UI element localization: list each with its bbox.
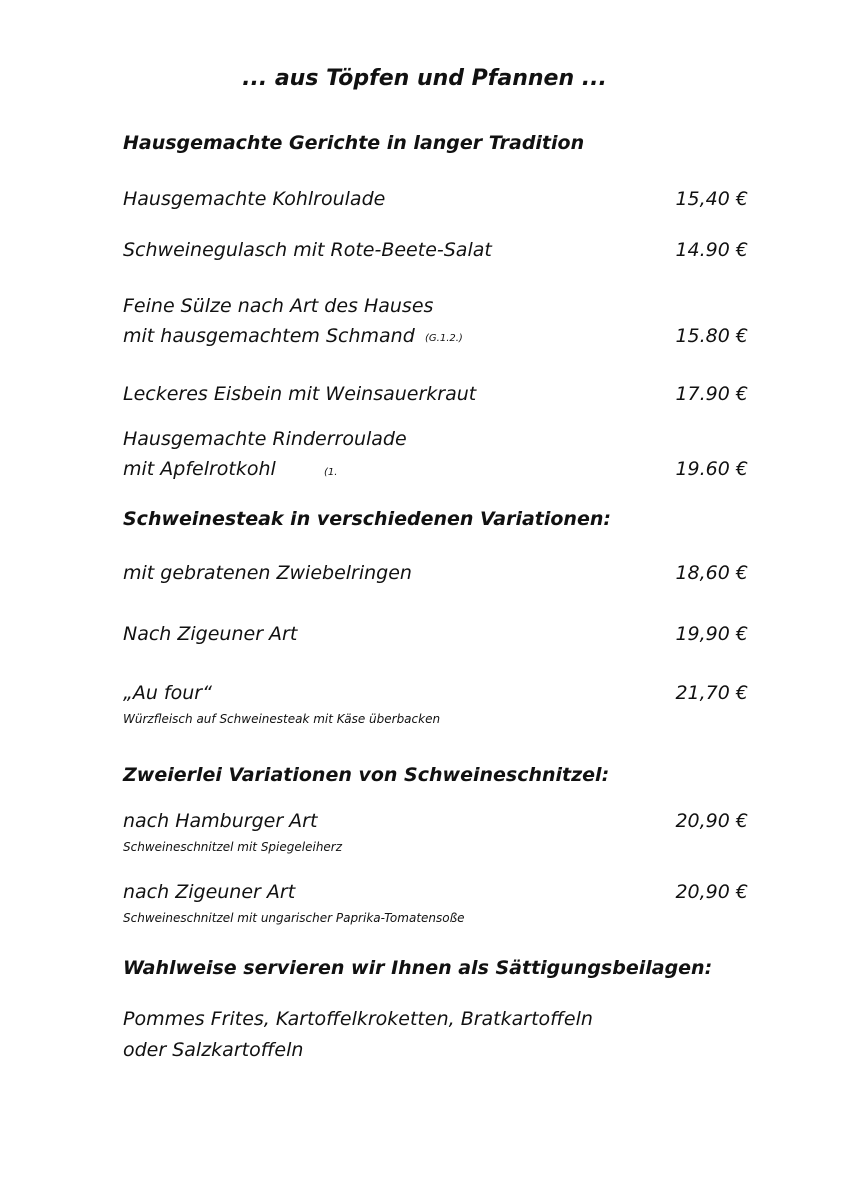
- price-schnitzel-zigeuner: 20,90 €: [675, 881, 748, 903]
- allergen-note-rinderroulade: (1.: [324, 467, 338, 478]
- dish-kohlroulade: Hausgemachte Kohlroulade: [123, 188, 386, 210]
- side-dishes-line2: oder Salzkartoffeln: [123, 1039, 304, 1061]
- side-dishes-line1: Pommes Frites, Kartoffelkroketten, Bratkartoffeln: [123, 1008, 593, 1030]
- dish-rinderroulade-line2: mit Apfelrotkohl: [123, 458, 276, 480]
- price-schweinegulasch: 14.90 €: [675, 239, 748, 261]
- dish-suelze-line2: mit hausgemachtem Schmand: [123, 325, 415, 347]
- page-title: ... aus Töpfen und Pfannen ...: [242, 66, 607, 91]
- price-hamburger-art: 20,90 €: [675, 810, 748, 832]
- section-heading-schweinesteak: Schweinesteak in verschiedenen Variationen:: [123, 508, 611, 530]
- price-suelze: 15.80 €: [675, 325, 748, 347]
- price-rinderroulade: 19.60 €: [675, 458, 748, 480]
- dish-suelze-line1: Feine Sülze nach Art des Hauses: [123, 295, 434, 317]
- dish-schnitzel-zigeuner: nach Zigeuner Art: [123, 881, 296, 903]
- desc-au-four: Würzfleisch auf Schweinesteak mit Käse überbacken: [123, 712, 441, 726]
- price-steak-zigeuner: 19,90 €: [675, 623, 748, 645]
- dish-eisbein: Leckeres Eisbein mit Weinsauerkraut: [123, 383, 477, 405]
- section-heading-beilagen: Wahlweise servieren wir Ihnen als Sättigungsbeilagen:: [123, 957, 713, 979]
- dish-hamburger-art: nach Hamburger Art: [123, 810, 318, 832]
- section-heading-schweineschnitzel: Zweierlei Variationen von Schweineschnitzel:: [123, 764, 610, 786]
- dish-steak-zigeuner: Nach Zigeuner Art: [123, 623, 298, 645]
- dish-rinderroulade-line1: Hausgemachte Rinderroulade: [123, 428, 407, 450]
- price-zwiebelringen: 18,60 €: [675, 562, 748, 584]
- dish-schweinegulasch: Schweinegulasch mit Rote-Beete-Salat: [123, 239, 492, 261]
- section-heading-hausgemachte: Hausgemachte Gerichte in langer Tradition: [123, 132, 585, 154]
- allergen-note-suelze: (G.1.2.): [425, 333, 463, 344]
- dish-zwiebelringen: mit gebratenen Zwiebelringen: [123, 562, 412, 584]
- price-eisbein: 17.90 €: [675, 383, 748, 405]
- desc-hamburger-art: Schweineschnitzel mit Spiegeleiherz: [123, 840, 343, 854]
- price-au-four: 21,70 €: [675, 682, 748, 704]
- dish-au-four: „Au four“: [123, 682, 212, 704]
- price-kohlroulade: 15,40 €: [675, 188, 748, 210]
- desc-schnitzel-zigeuner: Schweineschnitzel mit ungarischer Paprika-Tomatensoße: [123, 911, 465, 925]
